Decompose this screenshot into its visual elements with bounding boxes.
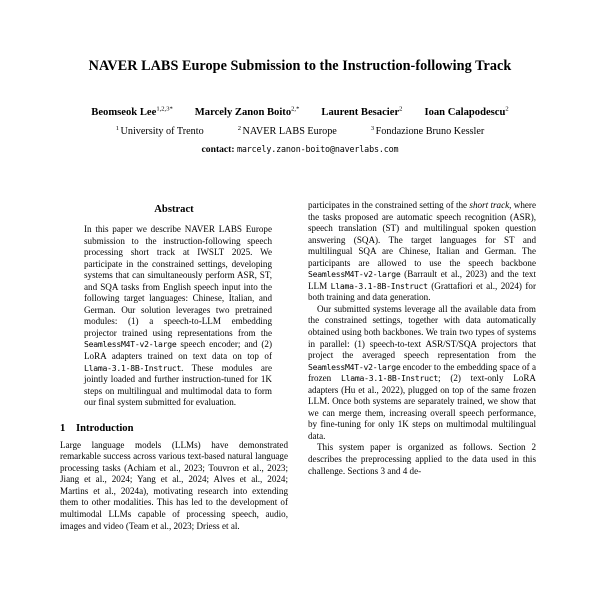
- rc-emphasis-short-track: short track: [469, 200, 510, 210]
- affiliation-mark: 3: [370, 124, 375, 132]
- body-columns: [0, 200, 600, 600]
- section-number: 1: [60, 422, 66, 434]
- author-affiliation-marks: 2: [505, 105, 509, 113]
- rp2-model-llama: Llama-3.1-8B-Instruct: [340, 373, 439, 384]
- abstract-heading: Abstract: [154, 204, 194, 215]
- abstract-paragraph: [84, 224, 272, 409]
- rc-text-1: participates in the constrained setting of the: [308, 200, 470, 210]
- abstract-text-2: speech encoder; and (2) LoRA adapters trained on text data on top of: [84, 339, 272, 362]
- affiliation-name: Fondazione Bruno Kessler: [375, 126, 485, 138]
- author-affiliation-marks: 1,2,3*: [156, 105, 173, 113]
- right-paragraph-organization: This system paper is organized as follows. Section 2 describes the preprocessing applied to the data used in this challenge. Sections 3 and 4 de-: [308, 442, 536, 476]
- abstract-body: [84, 224, 272, 409]
- author-entry: [321, 107, 402, 118]
- right-column: [308, 200, 536, 600]
- author-name: Marcely Zanon Boito: [194, 107, 292, 119]
- rc-text-4: (Grattafiori et al., 2024) for both training and data generation.: [308, 280, 536, 303]
- author-entry: [91, 107, 173, 118]
- affiliation-entry: [238, 126, 337, 137]
- author-list: [0, 107, 600, 118]
- author-entry: [195, 107, 300, 118]
- abstract-model-seamless: SeamlessM4T-v2-large: [84, 339, 177, 350]
- page-title: NAVER LABS Europe Submission to the Instruction-following Track: [88, 58, 512, 74]
- rc-text-2: , where the tasks proposed are automatic speech recognition (ASR), speech translation (ST) and multilingual spoken question answering (SQA). The target languages for ST and multilingual SQA are Chinese, Italian and German. The participants are allowed to use the speech backbone: [308, 200, 536, 268]
- rp2-text-1: Our submitted systems leverage all the available data from the constrained settings, together with data automatically obtained using both backbones. We train two types of systems in parallel: (1) speech-to-text ASR/ST/SQA projectors that project the averaged speech representation from the: [308, 303, 536, 361]
- rc-text-3: (Barrault et al., 2023) and the text LLM: [308, 269, 536, 291]
- affiliation-entry: [116, 126, 204, 137]
- right-continuation-paragraph: [308, 200, 536, 304]
- author-name: Ioan Calapodescu: [424, 107, 506, 119]
- author-affiliation-marks: 2,*: [291, 105, 300, 113]
- author-entry: [424, 107, 508, 118]
- author-name: Beomseok Lee: [91, 107, 157, 119]
- affiliation-list: [0, 126, 600, 137]
- rp2-text-2: encoder to the embedding space of a frozen: [308, 361, 536, 384]
- section-title: Introduction: [76, 422, 134, 434]
- rp2-model-seamless: SeamlessM4T-v2-large: [308, 361, 401, 372]
- affiliation-entry: [371, 126, 484, 137]
- contact-label: contact:: [201, 144, 235, 156]
- contact-email-link[interactable]: marcely.zanon-boito@naverlabs.com: [236, 144, 399, 155]
- author-affiliation-marks: 2: [399, 105, 403, 113]
- introduction-paragraph: Large language models (LLMs) have demonstrated remarkable success across various text-based natural language processing tasks (Achiam et al., 2023; Touvron et al., 2023; Jiang et al., 2024; Yang et al., 2024; Alves et al., 2024; Martins et al., 2024a), motivating research into extending them to other modalities. This has led to the development of multimodal LLMs capable of processing speech, audio, images and video (Team et al., 2023; Driess et al.: [60, 439, 288, 531]
- affiliation-name: NAVER LABS Europe: [242, 126, 337, 138]
- title-block: [0, 0, 600, 155]
- left-column: [60, 200, 288, 600]
- author-name: Laurent Besacier: [321, 107, 400, 119]
- rc-model-seamless: SeamlessM4T-v2-large: [308, 269, 401, 280]
- abstract-text-1: In this paper we describe NAVER LABS Europe submission to the instruction-following speech processing short track at IWSLT 2025. We participate in the constrained settings, developing systems that can simultaneously perform ASR, ST, and SQA tasks from English speech input into the following target languages: Chinese, Italian, and German. Our solution leverages two pretrained modules: (1) a speech-to-LLM embedding projector trained using representations from the: [84, 224, 272, 338]
- affiliation-name: University of Trento: [120, 126, 204, 138]
- rp2-text-3: ; (2) text-only LoRA adapters (Hu et al., 2022), plugged on top of the same frozen LLM. Once both systems are separately trained, we show that we can merge them, increasing overall speech performance, by fine-tuning for only 1K steps on multimodal multilingual data.: [308, 373, 536, 441]
- affiliation-mark: 1: [115, 124, 119, 132]
- affiliation-mark: 2: [237, 124, 241, 132]
- introduction-heading: [60, 423, 288, 434]
- right-paragraph-systems: [308, 304, 536, 443]
- contact-line: [0, 144, 600, 155]
- rc-model-llama: Llama-3.1-8B-Instruct: [330, 280, 428, 291]
- abstract-text-3: . These modules are jointly loaded and further instruction-tuned for 1K steps on multilingual and multimodal data to form our final system submitted for evaluation.: [84, 362, 272, 408]
- abstract-model-llama: Llama-3.1-8B-Instruct: [84, 362, 182, 373]
